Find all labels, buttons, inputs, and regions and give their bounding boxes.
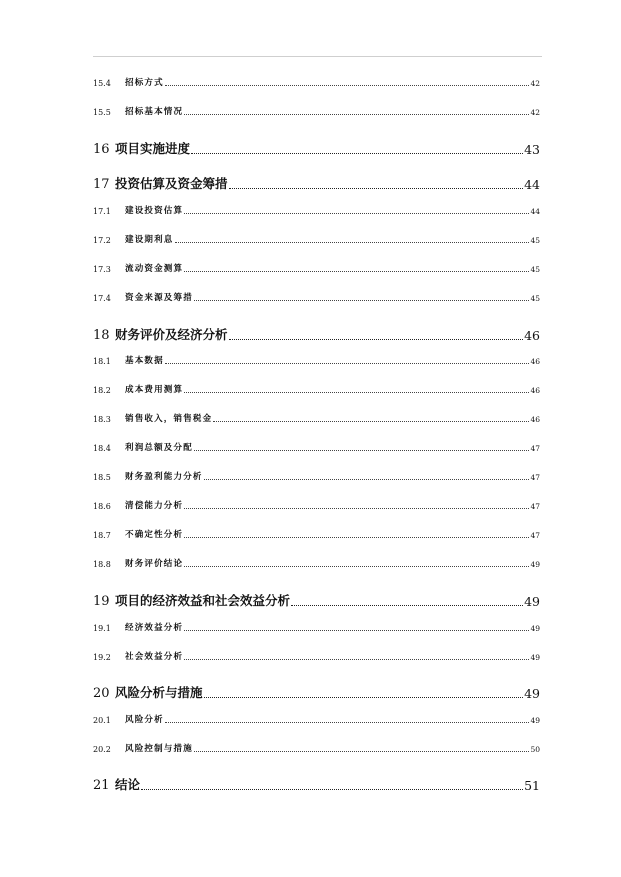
- toc-entry-page: 46: [530, 386, 540, 395]
- toc-leader-dots: [194, 751, 530, 752]
- toc-leader-dots: [184, 114, 529, 115]
- toc-leader-dots: [213, 421, 529, 422]
- toc-entry-title: 建设投资估算: [125, 206, 184, 216]
- toc-entry-number: 17.1: [93, 207, 111, 216]
- toc-entry-page: 42: [530, 79, 540, 88]
- toc-entry[interactable]: [93, 650, 540, 662]
- toc-entry-title: 成本费用测算: [125, 385, 184, 395]
- header-rule: [93, 56, 542, 57]
- toc-entry-number: 17.3: [93, 265, 111, 274]
- toc-entry-title: 经济效益分析: [125, 623, 184, 633]
- toc-leader-dots: [165, 363, 530, 364]
- toc-entry-page: 44: [524, 177, 540, 192]
- toc-entry[interactable]: [93, 591, 540, 609]
- toc-entry-title: 社会效益分析: [125, 652, 184, 662]
- toc-entry-title: 项目的经济效益和社会效益分析: [115, 593, 291, 608]
- toc-entry[interactable]: [93, 713, 540, 725]
- toc-entry[interactable]: [93, 470, 540, 482]
- toc-leader-dots: [194, 450, 530, 451]
- toc-entry[interactable]: [93, 325, 540, 343]
- toc-entry[interactable]: [93, 139, 540, 157]
- toc-entry-title: 风险控制与措施: [125, 744, 193, 754]
- toc-entry[interactable]: [93, 204, 540, 216]
- toc-entry-number: 19.2: [93, 653, 111, 662]
- toc-entry-page: 50: [530, 745, 540, 754]
- toc-leader-dots: [184, 508, 529, 509]
- toc-entry-page: 46: [530, 357, 540, 366]
- toc-leader-dots: [191, 153, 523, 154]
- toc-entry-page: 49: [524, 686, 540, 701]
- toc-entry-number: 18.1: [93, 357, 111, 366]
- toc-entry-number: 17: [93, 177, 110, 192]
- toc-entry-number: 18: [93, 328, 110, 343]
- toc-entry-title: 不确定性分析: [125, 530, 184, 540]
- toc-entry-number: 17.2: [93, 236, 111, 245]
- toc-entry-number: 20.1: [93, 716, 111, 725]
- toc-entry-title: 建设期利息: [125, 235, 174, 245]
- toc-entry-page: 46: [524, 328, 540, 343]
- toc-entry-page: 46: [530, 415, 540, 424]
- toc-entry-number: 20.2: [93, 745, 111, 754]
- toc-entry[interactable]: [93, 76, 540, 88]
- toc-leader-dots: [165, 722, 530, 723]
- toc-entry[interactable]: [93, 499, 540, 511]
- toc-leader-dots: [229, 339, 524, 340]
- toc-entry-page: 45: [530, 294, 540, 303]
- toc-entry-title: 流动资金测算: [125, 264, 184, 274]
- toc-entry-page: 47: [530, 531, 540, 540]
- toc-entry-title: 风险分析与措施: [115, 685, 203, 700]
- toc-entry-number: 18.6: [93, 502, 111, 511]
- toc-entry-number: 18.5: [93, 473, 111, 482]
- toc-leader-dots: [184, 659, 529, 660]
- toc-entry-title: 利润总额及分配: [125, 443, 193, 453]
- toc-leader-dots: [165, 85, 530, 86]
- toc-entry-number: 15.5: [93, 108, 111, 117]
- toc-entry-title: 资金来源及筹措: [125, 293, 193, 303]
- toc-entry-page: 44: [530, 207, 540, 216]
- toc-entry-number: 15.4: [93, 79, 111, 88]
- toc-entry-number: 19: [93, 594, 110, 609]
- toc-entry-page: 42: [530, 108, 540, 117]
- toc-leader-dots: [175, 242, 530, 243]
- toc-entry-page: 49: [530, 560, 540, 569]
- toc-entry-page: 47: [530, 473, 540, 482]
- toc-entry-title: 财务盈利能力分析: [125, 472, 203, 482]
- toc-entry-page: 45: [530, 265, 540, 274]
- toc-entry[interactable]: [93, 742, 540, 754]
- toc-entry[interactable]: [93, 412, 540, 424]
- toc-entry[interactable]: [93, 354, 540, 366]
- toc-entry[interactable]: [93, 174, 540, 192]
- toc-entry-page: 49: [530, 624, 540, 633]
- toc-entry-title: 清偿能力分析: [125, 501, 184, 511]
- toc-leader-dots: [184, 630, 529, 631]
- toc-entry[interactable]: [93, 683, 540, 701]
- toc-leader-dots: [184, 392, 529, 393]
- toc-entry-number: 18.4: [93, 444, 111, 453]
- toc-leader-dots: [184, 566, 529, 567]
- toc-entry-title: 基本数据: [125, 356, 164, 366]
- toc-entry[interactable]: [93, 291, 540, 303]
- toc-entry-title: 风险分析: [125, 715, 164, 725]
- toc-entry-page: 47: [530, 502, 540, 511]
- toc-entry-page: 43: [524, 142, 540, 157]
- toc-entry[interactable]: [93, 262, 540, 274]
- toc-entry[interactable]: [93, 383, 540, 395]
- toc-leader-dots: [184, 271, 529, 272]
- toc-entry-number: 18.7: [93, 531, 111, 540]
- toc-entry-number: 17.4: [93, 294, 111, 303]
- toc-entry-page: 47: [530, 444, 540, 453]
- toc-entry-number: 18.3: [93, 415, 111, 424]
- toc-leader-dots: [184, 537, 529, 538]
- toc-entry[interactable]: [93, 441, 540, 453]
- toc-entry[interactable]: [93, 105, 540, 117]
- toc-leader-dots: [204, 479, 530, 480]
- toc-entry-page: 45: [530, 236, 540, 245]
- toc-leader-dots: [229, 188, 524, 189]
- toc-entry-page: 49: [530, 653, 540, 662]
- toc-leader-dots: [194, 300, 530, 301]
- toc-leader-dots: [184, 213, 529, 214]
- toc-entry-title: 财务评价及经济分析: [115, 327, 228, 342]
- toc-entry[interactable]: [93, 528, 540, 540]
- toc-entry-number: 18.2: [93, 386, 111, 395]
- toc-entry-title: 销售收入，销售税金: [125, 414, 213, 424]
- toc-entry[interactable]: [93, 557, 540, 569]
- toc-entry-title: 项目实施进度: [115, 141, 191, 156]
- toc-entry-page: 49: [524, 594, 540, 609]
- toc-entry-number: 19.1: [93, 624, 111, 633]
- toc-leader-dots: [204, 697, 524, 698]
- toc-entry[interactable]: [93, 621, 540, 633]
- toc-entry-title: 招标基本情况: [125, 107, 184, 117]
- toc-entry-number: 21: [93, 778, 110, 793]
- toc-entry-title: 招标方式: [125, 78, 164, 88]
- toc-entry[interactable]: [93, 775, 540, 793]
- toc-entry-number: 18.8: [93, 560, 111, 569]
- toc-entry-title: 投资估算及资金筹措: [115, 176, 228, 191]
- toc-entry-title: 结论: [115, 777, 141, 792]
- toc-entry-number: 16: [93, 142, 110, 157]
- toc-entry-page: 49: [530, 716, 540, 725]
- toc-leader-dots: [141, 789, 523, 790]
- toc-entry-title: 财务评价结论: [125, 559, 184, 569]
- toc-entry[interactable]: [93, 233, 540, 245]
- toc-entry-page: 51: [524, 778, 540, 793]
- toc-leader-dots: [291, 605, 523, 606]
- toc-entry-number: 20: [93, 686, 110, 701]
